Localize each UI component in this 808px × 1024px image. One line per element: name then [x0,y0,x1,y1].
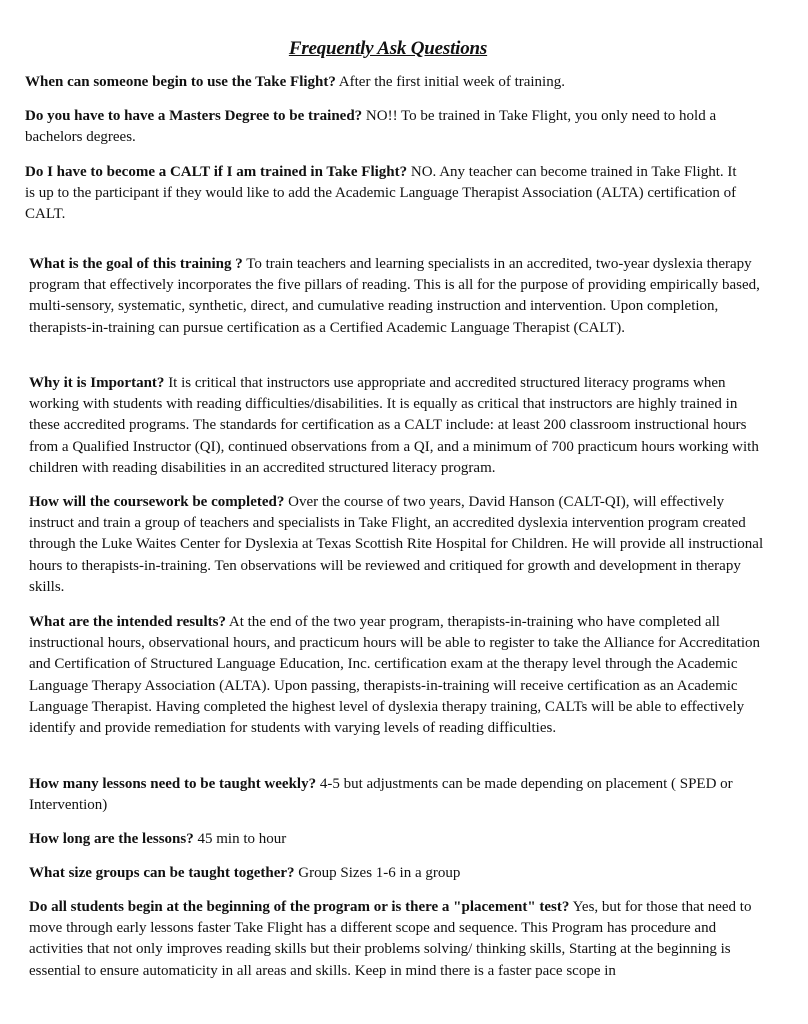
faq-question: What size groups can be taught together? [29,865,295,881]
faq-item-intended-results [29,612,767,739]
faq-question: Why it is Important? [29,375,165,391]
faq-item-group-size [29,863,767,884]
faq-answer: Over the course of two years, David Hanson (CALT-QI), will effectively instruct and train a group of teachers and specialists in Take Flight, an accredited dyslexia intervention program created through the Luke Waites Center for Dyslexia at Texas Scottish Rite Hospital for Children. He will provide all instructional hours to therapists-in-training. Ten observations will be reviewed and critiqued for growth and development in therapy skills. [29,494,764,595]
faq-answer: Yes, but for those that need to move through early lessons faster Take Flight has a different scope and sequence. This Program has procedure and activities that not only improves reading skills but their problems solving/ thinking skills, Starting at the beginning is essential to ensure automaticity in all areas and skills. Keep in mind there is a faster pace scope in [29,899,752,979]
faq-answer: 45 min to hour [193,831,287,847]
faq-answer: It is critical that instructors use appropriate and accredited structured literacy programs when working with students with reading difficulties/disabilities. It is equally as critical that instructors are highly trained in these accredited programs. The standards for certification as a CALT include: at least 200 classroom instructional hours from a Qualified Instructor (QI), continued observations from a QI, and a minimum of 700 practicum hours working with children with reading disabilities in an accredited structured literacy program. [29,375,759,476]
faq-item-placement-test [29,897,767,982]
faq-answer: NO. Any teacher can become trained in Take Flight. It is up to the participant if they would like to add the Academic Language Therapist Association (ALTA) certification of CALT. [25,164,737,223]
faq-answer: After the first initial week of training. [335,74,565,90]
faq-question: How long are the lessons? [29,831,194,847]
faq-item-calt-required [25,162,745,226]
faq-question: Do all students begin at the beginning of the program or is there a "placement" test? [29,899,570,915]
faq-question: Do you have to have a Masters Degree to be trained? [25,108,363,124]
faq-item-training-goal [29,254,767,339]
faq-item-lessons-weekly [29,774,767,816]
faq-question: Do I have to become a CALT if I am trained in Take Flight? [25,164,408,180]
faq-item-importance [29,373,767,479]
faq-question: When can someone begin to use the Take Flight? [25,74,336,90]
faq-answer: 4-5 but adjustments can be made depending on placement ( SPED or Intervention) [29,776,733,814]
faq-question: How many lessons need to be taught weekly? [29,776,317,792]
faq-item-start-use [25,72,745,93]
faq-answer: NO!! To be trained in Take Flight, you only need to hold a bachelors degrees. [25,108,717,146]
faq-question: What are the intended results? [29,614,226,630]
faq-answer: Group Sizes 1-6 in a group [294,865,461,881]
faq-question: What is the goal of this training ? [29,256,243,272]
faq-item-lesson-length [29,829,767,850]
faq-answer: To train teachers and learning specialists in an accredited, two-year dyslexia therapy program that effectively incorporates the five pillars of reading. This is all for the purpose of providing empirically based, multi-sensory, systematic, synthetic, direct, and cumulative reading instruction and intervention. Upon completion, therapists-in-training can pursue certification as a Certified Academic Language Therapist (CALT). [29,256,760,336]
faq-answer: At the end of the two year program, therapists-in-training who have completed all instructional hours, observational hours, and practicum hours will be able to register to take the Alliance for Accreditation and Certification of Structured Language Education, Inc. certification exam at the therapy level through the Academic Language Therapy Association (ALTA). Upon passing, therapists-in-training will receive certification as an Academic Language Therapist. Having completed the highest level of dyslexia therapy training, CALTs will be able to effectively identify and provide remediation for students with varying levels of reading difficulties. [29,614,761,737]
faq-item-coursework [29,492,767,598]
faq-item-masters-degree [25,106,745,148]
page-title: Frequently Ask Questions [288,38,488,59]
faq-question: How will the coursework be completed? [29,494,285,510]
